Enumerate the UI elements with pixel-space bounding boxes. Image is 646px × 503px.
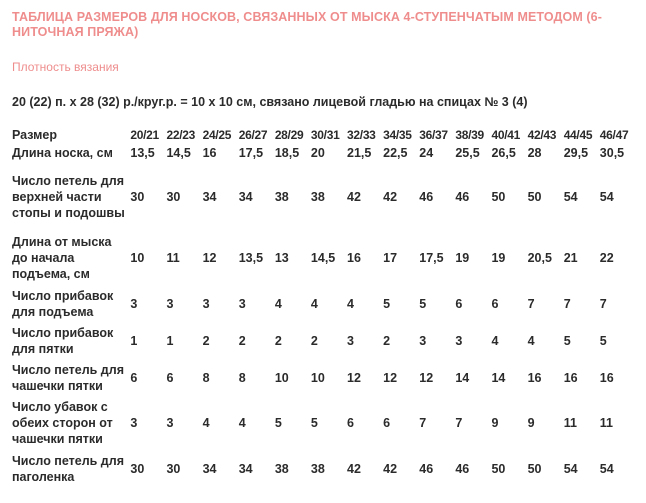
- table-cell: 5: [419, 296, 427, 311]
- table-cell: 6: [130, 370, 138, 385]
- table-cell: 6: [166, 370, 174, 385]
- table-cell: 2: [383, 333, 391, 348]
- table-cell: 14: [491, 370, 506, 385]
- table-cell: 30,5: [599, 146, 625, 160]
- density-value: 20 (22) п. х 28 (32) р./круг.р. = 10 х 10 см, связано лицевой гладью на спицах № 3 (4): [12, 95, 528, 109]
- table-cell: 3: [130, 296, 138, 311]
- table-cell: 13,5: [130, 146, 155, 160]
- table-cell: 34: [238, 461, 253, 476]
- table-cell: 22: [599, 251, 614, 265]
- table-cell: 46: [455, 461, 470, 476]
- table-cell: 3: [347, 333, 354, 348]
- table-cell: 42: [347, 461, 361, 476]
- table-cell: 21,5: [347, 146, 372, 160]
- table-cell: 17,5: [419, 251, 444, 265]
- table-cell: 30: [166, 461, 181, 476]
- table-row: [12, 396, 636, 450]
- row-label: Число убавок с обеих сторон от чашечки пятки: [12, 400, 113, 446]
- table-cell: 6: [383, 416, 391, 430]
- table-row: [12, 285, 636, 322]
- table-cell: 38: [274, 461, 289, 476]
- table-cell: 26,5: [491, 146, 516, 160]
- table-cell: 34: [202, 190, 217, 204]
- table-cell: 50: [491, 190, 506, 204]
- table-cell: 54: [599, 461, 614, 476]
- table-cell: 5: [274, 416, 282, 430]
- table-cell: 13: [274, 251, 289, 265]
- table-cell: 5: [599, 333, 607, 348]
- table-cell: 19: [455, 251, 470, 265]
- table-row: [12, 450, 636, 487]
- size-header: 42/43: [527, 127, 557, 142]
- row-label: Длина от мыска до начала подъема, см: [12, 235, 112, 281]
- table-cell: 24: [419, 146, 434, 160]
- table-cell: 2: [202, 333, 210, 348]
- table-cell: 30: [166, 190, 181, 204]
- table-cell: 13,5: [238, 251, 264, 265]
- table-cell: 10: [130, 251, 145, 265]
- table-cell: 16: [599, 370, 614, 385]
- table-cell: 3: [166, 416, 174, 430]
- table-cell: 6: [455, 296, 463, 311]
- size-header: 36/37: [419, 127, 448, 142]
- table-cell: 1: [166, 333, 174, 348]
- table-cell: 5: [383, 296, 391, 311]
- size-header: 28/29: [274, 127, 304, 142]
- table-cell: 16: [202, 146, 217, 160]
- table-cell: 34: [238, 190, 253, 204]
- table-cell: 17,5: [238, 146, 264, 160]
- table-cell: 42: [383, 461, 398, 476]
- table-cell: 12: [419, 370, 434, 385]
- table-cell: 12: [347, 370, 361, 385]
- size-header: 34/35: [383, 127, 412, 142]
- table-cell: 4: [274, 296, 282, 311]
- table-cell: 2: [310, 333, 318, 348]
- size-header: 44/45: [563, 127, 593, 142]
- row-label: Число петель для паголенка: [12, 453, 124, 484]
- table-cell: 4: [347, 296, 354, 311]
- row-label: Число прибавок для пятки: [12, 325, 114, 356]
- size-header: 38/39: [455, 127, 484, 142]
- table-cell: 18,5: [274, 146, 300, 160]
- table-cell: 4: [310, 296, 318, 311]
- size-table: [12, 126, 636, 487]
- size-header: 24/25: [202, 127, 232, 142]
- size-header: 20/21: [130, 127, 159, 142]
- table-cell: 21: [563, 251, 578, 265]
- table-cell: 30: [130, 190, 145, 204]
- table-cell: 6: [347, 416, 354, 430]
- table-cell: 9: [527, 416, 535, 430]
- table-cell: 5: [563, 333, 571, 348]
- table-cell: 16: [563, 370, 578, 385]
- header-label: Размер: [12, 127, 58, 142]
- table-cell: 42: [383, 190, 398, 204]
- table-cell: 2: [238, 333, 246, 348]
- table-cell: 50: [491, 461, 506, 476]
- row-label: Число петель для чашечки пятки: [12, 362, 124, 393]
- density-heading: Плотность вязания: [12, 60, 119, 74]
- size-header: 32/33: [347, 127, 376, 142]
- table-cell: 34: [202, 461, 217, 476]
- table-cell: 9: [491, 416, 499, 430]
- table-cell: 4: [527, 333, 535, 348]
- table-cell: 22,5: [383, 146, 408, 160]
- table-row: [12, 359, 636, 396]
- table-cell: 8: [202, 370, 210, 385]
- table-cell: 16: [347, 251, 361, 265]
- table-cell: 20,5: [527, 251, 552, 265]
- table-row: [12, 163, 636, 231]
- table-row: [12, 322, 636, 359]
- table-cell: 14: [455, 370, 470, 385]
- table-cell: 54: [563, 190, 578, 204]
- table-cell: 50: [527, 461, 542, 476]
- table-cell: 46: [455, 190, 470, 204]
- table-cell: 7: [563, 296, 571, 311]
- table-cell: 14,5: [166, 146, 191, 160]
- table-cell: 1: [130, 333, 138, 348]
- table-cell: 4: [202, 416, 210, 430]
- table-cell: 11: [563, 416, 577, 430]
- table-cell: 46: [419, 461, 434, 476]
- table-cell: 42: [347, 190, 361, 204]
- table-cell: 4: [238, 416, 246, 430]
- table-cell: 3: [166, 296, 174, 311]
- table-cell: 10: [274, 370, 289, 385]
- table-cell: 11: [599, 416, 614, 430]
- table-cell: 8: [238, 370, 246, 385]
- header-row: [12, 126, 636, 143]
- table-cell: 3: [238, 296, 246, 311]
- table-cell: 50: [527, 190, 542, 204]
- table-cell: 7: [419, 416, 427, 430]
- table-cell: 4: [491, 333, 499, 348]
- table-cell: 3: [455, 333, 463, 348]
- table-cell: 30: [130, 461, 145, 476]
- table-cell: 5: [310, 416, 318, 430]
- table-cell: 28: [527, 146, 542, 160]
- row-label: Длина носка, см: [12, 146, 113, 160]
- table-row: [12, 143, 636, 163]
- size-header: 46/47: [599, 127, 629, 142]
- table-cell: 20: [310, 146, 325, 160]
- size-header: 26/27: [238, 127, 268, 142]
- row-label: Число прибавок для подъема: [12, 288, 114, 319]
- size-header: 22/23: [166, 127, 196, 142]
- table-cell: 7: [527, 296, 535, 311]
- table-cell: 10: [310, 370, 325, 385]
- row-label: Число петель для верхней части стопы и подошвы: [12, 174, 125, 220]
- size-header: 30/31: [310, 127, 340, 142]
- table-cell: 29,5: [563, 146, 589, 160]
- table-cell: 25,5: [455, 146, 480, 160]
- table-cell: 17: [383, 251, 398, 265]
- table-cell: 38: [274, 190, 289, 204]
- table-cell: 12: [202, 251, 217, 265]
- table-cell: 7: [455, 416, 463, 430]
- table-cell: 38: [310, 190, 325, 204]
- table-cell: 19: [491, 251, 506, 265]
- table-row: [12, 231, 636, 285]
- table-cell: 54: [599, 190, 614, 204]
- table-cell: 7: [599, 296, 607, 311]
- page-title: ТАБЛИЦА РАЗМЕРОВ ДЛЯ НОСКОВ, СВЯЗАННЫХ ОТ МЫСКА 4-СТУПЕНЧАТЫМ МЕТОДОМ (6-НИТОЧНАЯ ПРЯЖА): [12, 10, 602, 39]
- table-cell: 3: [130, 416, 138, 430]
- table-cell: 16: [527, 370, 542, 385]
- table-cell: 54: [563, 461, 578, 476]
- table-cell: 38: [310, 461, 325, 476]
- table-cell: 14,5: [310, 251, 336, 265]
- table-cell: 2: [274, 333, 282, 348]
- table-cell: 3: [419, 333, 427, 348]
- table-cell: 3: [202, 296, 210, 311]
- size-header: 40/41: [491, 127, 520, 142]
- table-cell: 6: [491, 296, 499, 311]
- table-cell: 11: [166, 251, 180, 265]
- table-cell: 12: [383, 370, 398, 385]
- table-cell: 46: [419, 190, 434, 204]
